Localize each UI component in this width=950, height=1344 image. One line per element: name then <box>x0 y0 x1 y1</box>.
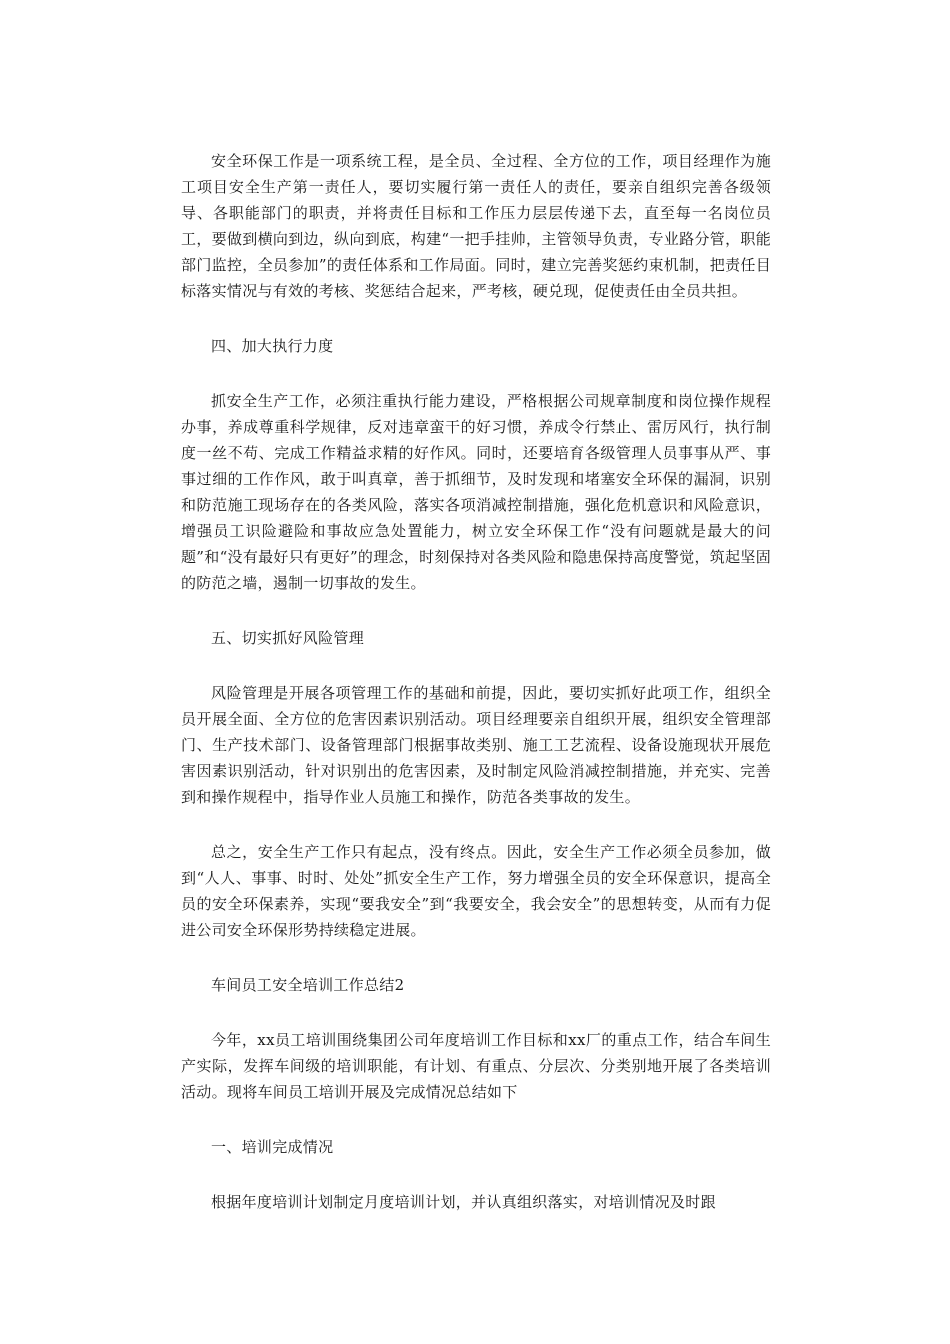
paragraph-summary-2-intro: 今年，xx员工培训围绕集团公司年度培训工作目标和xx厂的重点工作，结合车间生产实际，发挥车间级的培训职能，有计划、有重点、分层次、分类别地开展了各类培训活动。现将车间员工培训开展及完成情况总结如下 <box>181 1031 771 1101</box>
paragraph-responsibility-system: 安全环保工作是一项系统工程，是全员、全过程、全方位的工作，项目经理作为施工项目安全生产第一责任人，要切实履行第一责任人的责任，要亲自组织完善各级领导、各职能部门的职责，并将责任目标和工作压力层层传递下去，直至每一名岗位员工，要做到横向到边，纵向到底，构建“一把手挂帅，主管领导负责，专业路分管，职能部门监控，全员参加”的责任体系和工作局面。同时，建立完善奖惩约束机制，把责任目标落实情况与有效的考核、奖惩结合起来，严考核，硬兑现，促使责任由全员共担。 <box>181 152 771 300</box>
heading-summary-2: 车间员工安全培训工作总结2 <box>211 976 405 994</box>
heading-section-4: 四、加大执行力度 <box>211 337 334 355</box>
document-page <box>181 148 771 1244</box>
paragraph-risk-management: 风险管理是开展各项管理工作的基础和前提，因此，要切实抓好此项工作，组织全员开展全面、全方位的危害因素识别活动。项目经理要亲自组织开展，组织安全管理部门、生产技术部门、设备管理部门根据事故类别、施工工艺流程、设备设施现状开展危害因素识别活动，针对识别出的危害因素，及时制定风险消减控制措施，并充实、完善到和操作规程中，指导作业人员施工和操作，防范各类事故的发生。 <box>181 684 771 806</box>
heading-section-5: 五、切实抓好风险管理 <box>211 629 365 647</box>
paragraph-training-plan: 根据年度培训计划制定月度培训计划，并认真组织落实，对培训情况及时跟 <box>211 1193 716 1211</box>
paragraph-conclusion: 总之，安全生产工作只有起点，没有终点。因此，安全生产工作必须全员参加，做到“人人、事事、时时、处处”抓安全生产工作，努力增强全员的安全环保意识，提高全员的安全环保素养，实现“要我安全”到“我要安全，我会安全”的思想转变，从而有力促进公司安全环保形势持续稳定进展。 <box>181 843 771 939</box>
heading-training-completion: 一、培训完成情况 <box>211 1138 334 1156</box>
paragraph-execution: 抓安全生产工作，必须注重执行能力建设，严格根据公司规章制度和岗位操作规程办事，养成尊重科学规律，反对违章蛮干的好习惯，养成令行禁止、雷厉风行，执行制度一丝不苟、完成工作精益求精的好作风。同时，还要培育各级管理人员事事从严、事事过细的工作作风，敢于叫真章，善于抓细节，及时发现和堵塞安全环保的漏洞，识别和防范施工现场存在的各类风险，落实各项消减控制措施，强化危机意识和风险意识，增强员工识险避险和事故应急处置能力，树立安全环保工作“没有问题就是最大的问题”和“没有最好只有更好”的理念，时刻保持对各类风险和隐患保持高度警觉，筑起坚固的防范之墙，遏制一切事故的发生。 <box>181 392 772 592</box>
